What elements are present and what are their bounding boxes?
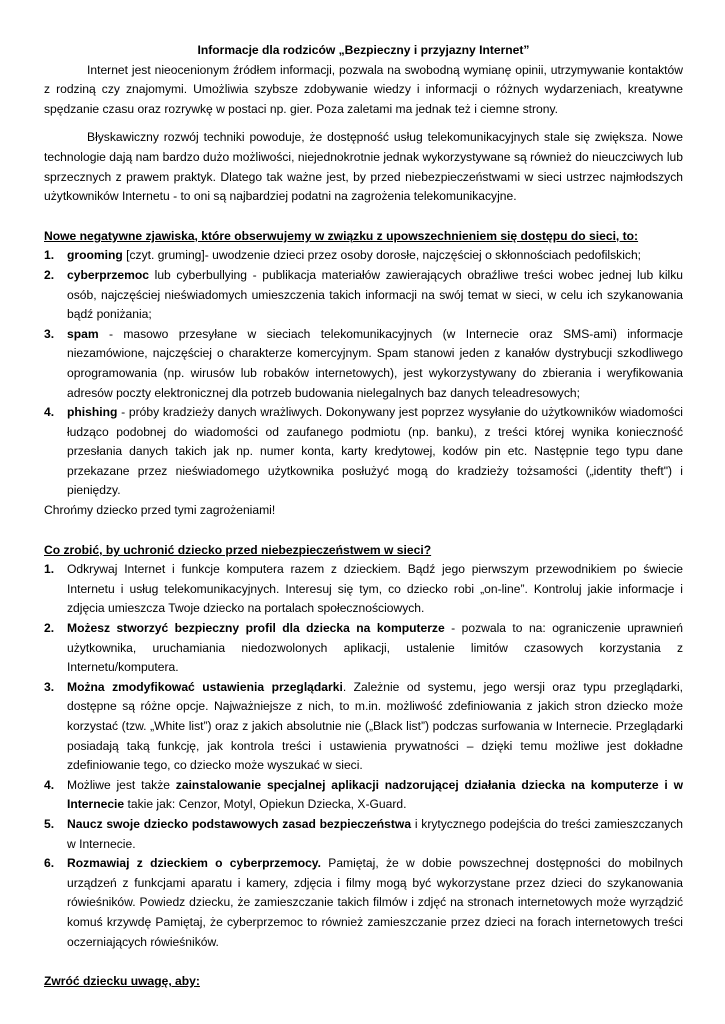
item-number: 3.	[44, 326, 55, 341]
term-cyberprzemoc: cyberprzemoc	[67, 267, 150, 282]
item-text: Pamiętaj, że w dobie powszechnej dostępności do mobilnych urządzeń z funkcjami aparatu i kamery, zdjęcia i filmy mogą być wykorzystane przez dzieci do szykanowania rówieśników. Powiedz dziecku, że zamieszczanie takich filmów i zdjęć na stronach internetowych może wyrządzić komuś krzywdę Pamiętaj, że cyberprzemoc to również zamieszczanie przez dzieci na forach internetowych treści oczerniających rówieśników.	[67, 856, 683, 949]
threats-list	[44, 246, 683, 501]
item-text: . Zależnie od systemu, jego wersji oraz typu przeglądarki, dostępne są różne opcje. Najważniejsze z nich, to m.in. możliwość zdefiniowania z jakich stron dziecko może korzystać (tzw. „White list”) oraz z jakich absolutnie nie („Black list”) podczas surfowania w Internecie. Przeglądarki posiadają taką funkcję, jak kontrola treści i ustawienia prywatności – dzięki temu możliwe jest dokładne zdefiniowanie tego, co dziecko może wyszukać w sieci.	[67, 679, 683, 773]
item-bold-text: Można zmodyfikować ustawienia przeglądarki	[67, 679, 343, 694]
item-number: 3.	[44, 679, 55, 694]
item-number: 6.	[44, 856, 55, 871]
list-item	[44, 246, 683, 266]
item-number: 2.	[44, 621, 55, 636]
item-text: lub cyberbullying - publikacja materiałów zawierających obraźliwe treści wobec jednej lub kilku osób, najczęściej nieświadomych umieszczenia takich informacji na swój temat w sieci, w celu ich szykanowania bądź poniżania;	[67, 267, 683, 322]
item-text: - próby kradzieży danych wrażliwych. Dokonywany jest poprzez wysyłanie do użytkowników wiadomości łudząco podobnej do wiadomości od zaufanego podmiotu (np. banku), z treści której wynika konieczność przesłania danych takich jak np. numer konta, karty kredytowej, kodów pin etc. Następnie tego typu dane przekazane przez nieświadomego użytkownika posłużyć mogą do kradzieży tożsamości („identity theft") i pieniędzy.	[67, 405, 683, 498]
item-bold-text: Naucz swoje dziecko podstawowych zasad bezpieczeństwa	[67, 816, 412, 831]
item-bold-text: Możesz stworzyć bezpieczny profil dla dziecka na komputerze	[67, 621, 445, 636]
section1-heading: Nowe negatywne zjawiska, które obserwujemy w związku z upowszechnieniem się dostępu do sieci, to:	[44, 228, 639, 243]
item-pre-text: Możliwe jest także	[67, 777, 176, 792]
list-item	[44, 678, 683, 776]
item-text: [czyt. gruming]- uwodzenie dzieci przez osoby dorosłe, najczęściej o skłonnościach pedofilskich;	[122, 248, 642, 263]
item-bold-text: Rozmawiaj z dzieckiem o cyberprzemocy.	[67, 856, 321, 871]
item-number: 1.	[44, 248, 55, 263]
list-item	[44, 854, 683, 952]
item-number: 4.	[44, 405, 55, 420]
section1-closing: Chrońmy dziecko przed tymi zagrożeniami!	[44, 503, 276, 518]
section3-heading: Zwróć dziecku uwagę, aby:	[44, 974, 200, 989]
item-text: - pozwala to na: ograniczenie uprawnień użytkownika, uruchamiania niedozwolonych aplikacji, ustalenie limitów czasowych korzystania z Internetu/komputera.	[67, 621, 684, 675]
list-item	[44, 266, 683, 325]
intro-paragraph-1: Internet jest nieocenionym źródłem informacji, pozwala na swobodną wymianę opinii, utrzymywanie kontaktów z rodziną czy znajomymi. Umożliwia szybsze zdobywanie wiedzy i informacji o różnych wydarzeniach, kreatywne spędzanie czasu oraz rozrywkę w postaci np. gier. Poza zaletami ma jednak też i ciemne strony.	[44, 62, 683, 116]
list-item	[44, 560, 683, 619]
item-number: 2.	[44, 267, 55, 282]
item-bold-text: zainstalowanie specjalnej aplikacji nadzorującej działania dziecka na komputerze i w Internecie	[67, 777, 683, 812]
intro-paragraph-2: Błyskawiczny rozwój techniki powoduje, że dostępność usług telekomunikacyjnych stale się zwiększa. Nowe technologie dają nam bardzo dużo możliwości, niejednokrotnie jednak wykorzystywane są również do nieuczciwych lub sprzecznych z prawem praktyk. Dlatego tak ważne jest, by przed niebezpieczeństwami w sieci ustrzec najmłodszych użytkowników Internetu - to oni są najbardziej podatni na zagrożenia telekomunikacyjne.	[44, 130, 683, 204]
term-phishing: phishing	[67, 405, 118, 420]
advice-list	[44, 560, 683, 952]
list-item	[44, 325, 683, 403]
item-text: Odkrywaj Internet i funkcje komputera razem z dzieckiem. Bądź jego pierwszym przewodnikiem po świecie Internetu i usług telekomunikacyjnych. Interesuj się tym, co dziecko robi „on-line”. Kontroluj jakie informacje i zdjęcia umieszcza Twoje dziecko na portalach społecznościowych.	[67, 562, 683, 616]
page-title: Informacje dla rodziców „Bezpieczny i przyjazny Internet”	[197, 43, 530, 57]
list-item	[44, 403, 683, 501]
item-text: takie jak: Cenzor, Motyl, Opiekun Dziecka, X-Guard.	[124, 797, 407, 812]
item-number: 1.	[44, 562, 55, 577]
section2-heading: Co zrobić, by uchronić dziecko przed niebezpieczeństwem w sieci?	[44, 542, 432, 557]
term-spam: spam	[67, 326, 99, 341]
item-text: i krytycznego podejścia do treści zamieszczanych w Internecie.	[67, 816, 683, 851]
item-number: 4.	[44, 777, 55, 792]
list-item	[44, 776, 683, 815]
term-grooming: grooming	[67, 248, 123, 263]
item-text: - masowo przesyłane w sieciach telekomunikacyjnych (w Internecie oraz SMS-ami) informacje niezamówione, najczęściej o charakterze komercyjnym. Spam stanowi jeden z kanałów dystrybucji szkodliwego oprogramowania (np. wirusów lub robaków internetowych), jest wykorzystywany do zbierania i weryfikowania adresów poczty elektronicznej dla potrzeb budowania nielegalnych baz danych teleadresowych;	[67, 326, 683, 400]
item-number: 5.	[44, 816, 55, 831]
list-item	[44, 815, 683, 854]
list-item	[44, 619, 683, 678]
